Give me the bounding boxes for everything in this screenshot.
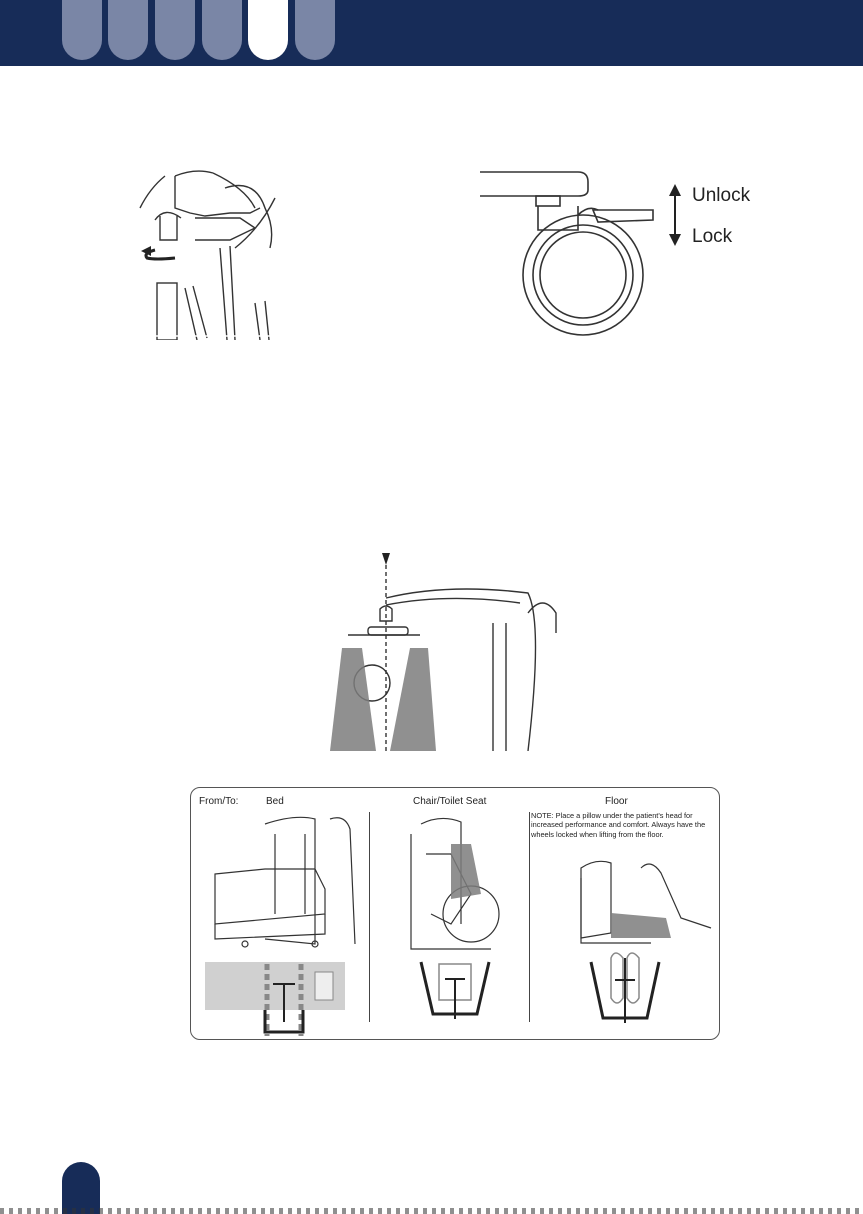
floor-lift-note: NOTE: Place a pillow under the patient's head for increased performance and comfort. Always have the wheels locked when lifting from the floor. [531, 811, 706, 839]
transfer-options-panel [190, 787, 720, 1040]
from-to-label: From/To: [199, 796, 239, 807]
chair-column-heading: Chair/Toilet Seat [413, 796, 487, 807]
unlock-label: Unlock [692, 185, 751, 206]
column-divider [369, 812, 370, 1022]
section-tab-1[interactable] [62, 0, 102, 60]
bed-column-heading: Bed [266, 796, 284, 807]
lock-label: Lock [692, 226, 733, 247]
header-band [0, 0, 863, 66]
sling-lift-illustration [328, 553, 558, 751]
floor-transfer-illustration [571, 858, 716, 1038]
lock-direction-arrow-icon [666, 184, 684, 246]
chair-transfer-illustration [391, 814, 521, 1036]
wheel-lock-illustration [478, 170, 658, 340]
mast-knob-illustration [135, 168, 285, 340]
bed-transfer-illustration [205, 814, 365, 1036]
section-tab-6[interactable] [295, 0, 335, 60]
column-divider [529, 812, 530, 1022]
section-tab-2[interactable] [108, 0, 148, 60]
floor-column-heading: Floor [605, 796, 628, 807]
section-tab-4[interactable] [202, 0, 242, 60]
section-tab-3[interactable] [155, 0, 195, 60]
bottom-edge-strip [0, 1208, 863, 1214]
section-tab-5-active[interactable] [248, 0, 288, 60]
page-number-badge [62, 1162, 100, 1214]
